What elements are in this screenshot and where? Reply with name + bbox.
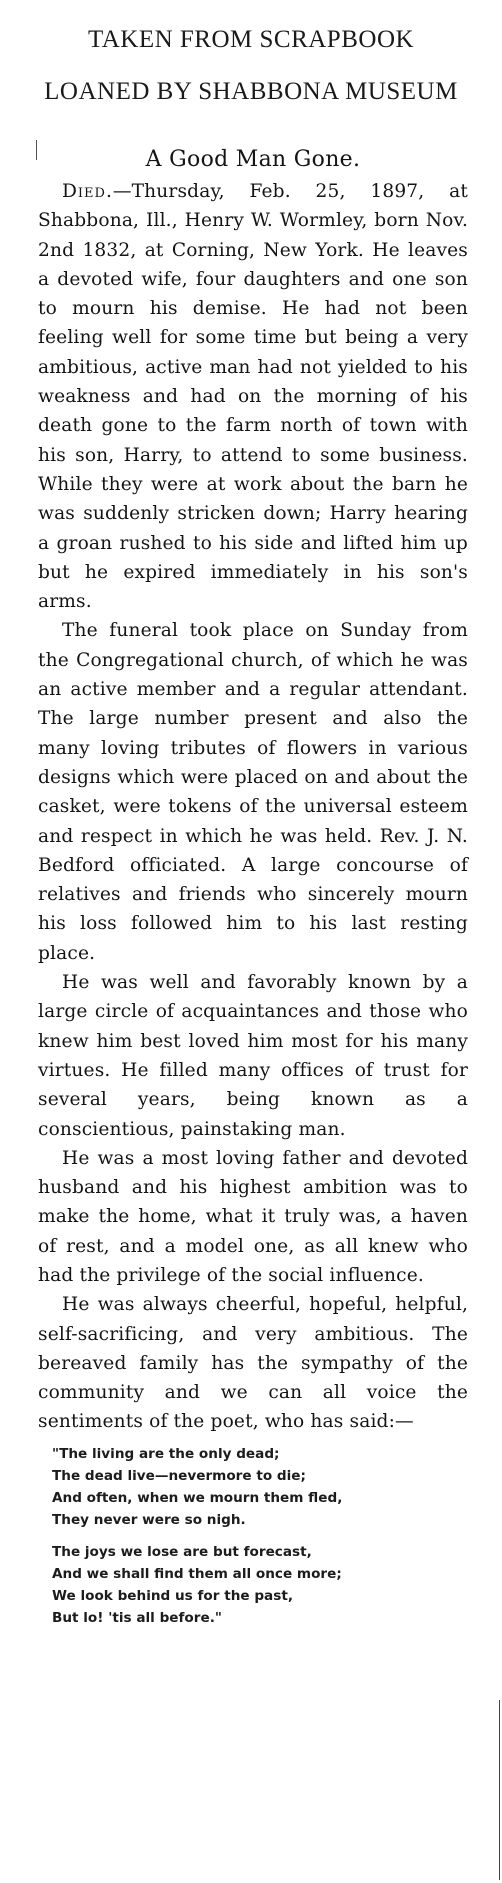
poem-block [52, 1443, 468, 1629]
poem-line: "The living are the only dead; [52, 1445, 280, 1462]
header-line-1: TAKEN FROM SCRAPBOOK [87, 26, 415, 53]
clipping-edge [499, 1700, 500, 1880]
paragraph-3: He was well and favorably known by a large circle of acquaintances and those who knew him best loved him most for his many virtues. He filled many offices of trust for several years, being known as a conscientious, painstaking man. [38, 972, 468, 1140]
poem-line: And we shall find them all once more; [52, 1565, 342, 1582]
died-label: Died. [62, 181, 113, 202]
obituary-column [38, 145, 468, 1629]
paragraph-1-text: —Thursday, Feb. 25, 1897, at Shabbona, Ill., Henry W. Wormley, born Nov. 2nd 1832, at Corning, New York. He leaves a devoted wife, four daughters and one son to mourn his demise. He had not been feeling well for some time but being a very ambitious, active man had not yielded to his weakness and had on the morning of his death gone to the farm north of town with his son, Harry, to attend to some business. While they were at work about the barn he was suddenly stricken down; Harry hearing a groan rushed to his side and lifted him up but he expired immediately in his son's arms. [38, 181, 468, 613]
poem-line: But lo! 'tis all before." [52, 1609, 222, 1626]
stanza-gap [52, 1531, 468, 1541]
paragraph-4: He was a most loving father and devoted husband and his highest ambition was to make the home, what it truly was, a haven of rest, and a model one, as all knew who had the privilege of the social influence. [38, 1147, 468, 1286]
poem-line: The dead live—nevermore to die; [52, 1467, 306, 1484]
column-edge-mark [36, 140, 37, 160]
poem-line: They never were so nigh. [52, 1511, 246, 1528]
paragraph-2: The funeral took place on Sunday from the Congregational church, of which he was an active member and a regular attendant. The large number present and also the many loving tributes of flowers in various designs which were placed on and about the casket, were tokens of the universal esteem and respect in which he was held. Rev. J. N. Bedford officiated. A large concourse of relatives and friends who sincerely mourn his loss followed him to his last resting place. [38, 620, 468, 964]
poem-line: The joys we lose are but forecast, [52, 1543, 312, 1560]
header-line-2: LOANED BY SHABBONA MUSEUM [44, 78, 458, 105]
paragraph-5: He was always cheerful, hopeful, helpful, self-sacrificing, and very ambitious. The bereaved family has the sympathy of the community and we can all voice the sentiments of the poet, who has said:— [38, 1294, 468, 1433]
poem-line: We look behind us for the past, [52, 1587, 293, 1604]
paragraph-1 [38, 177, 468, 616]
poem-line: And often, when we mourn them fled, [52, 1489, 343, 1506]
article-title: A Good Man Gone. [145, 147, 361, 172]
